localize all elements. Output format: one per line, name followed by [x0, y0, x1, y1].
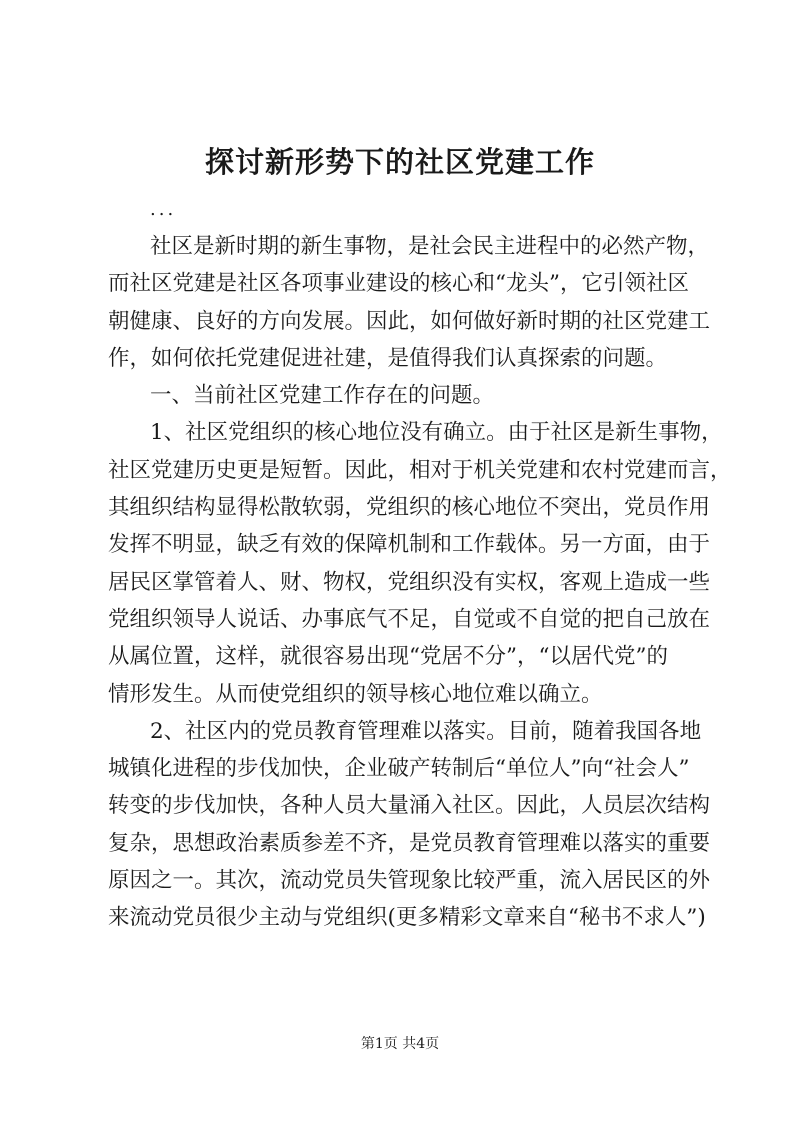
- text-line: 转变的步伐加快，各种人员大量涌入社区。因此，人员层次结构: [108, 793, 711, 819]
- text-line: 社区党建历史更是短暂。因此，相对于机关党建和农村党建而言，: [108, 457, 732, 483]
- text-line: 党组织领导人说话、办事底气不足，自觉或不自觉的把自己放在: [108, 606, 711, 632]
- text-line: 来流动党员很少主动与党组织(更多精彩文章来自“秘书不求人”): [108, 905, 706, 931]
- text-line: 而社区党建是社区各项事业建设的核心和“龙头”，它引领社区: [108, 271, 689, 297]
- ellipsis-marker: ...: [150, 199, 177, 220]
- text-line: 2、社区内的党员教育管理难以落实。目前，随着我国各地: [150, 718, 702, 744]
- document-title: 探讨新形势下的社区党建工作: [204, 145, 595, 179]
- text-line: 城镇化进程的步伐加快，企业破产转制后“单位人”向“社会人”: [108, 756, 690, 782]
- text-line: 复杂，思想政治素质参差不齐，是党员教育管理难以落实的重要: [108, 830, 711, 856]
- text-line: 社区是新时期的新生事物，是社会民主进程中的必然产物，: [150, 234, 710, 259]
- text-line: 朝健康、良好的方向发展。因此，如何做好新时期的社区党建工: [108, 308, 711, 334]
- text-line: 从属位置，这样，就很容易出现“党居不分”，“以居代党”的: [108, 644, 668, 670]
- text-line: 发挥不明显，缺乏有效的保障机制和工作载体。另一方面，由于: [108, 532, 711, 558]
- text-line: 作，如何依托党建促进社建，是值得我们认真探索的问题。: [108, 345, 668, 371]
- text-line: 情形发生。从而使党组织的领导核心地位难以确立。: [108, 681, 603, 707]
- section-heading: 一、当前社区党建工作存在的问题。: [150, 383, 495, 409]
- text-line: 居民区掌管着人、财、物权，党组织没有实权，客观上造成一些: [108, 569, 711, 595]
- text-line: 原因之一。其次，流动党员失管现象比较严重，流入居民区的外: [108, 868, 711, 894]
- text-line: 1、社区党组织的核心地位没有确立。由于社区是新生事物，: [150, 420, 723, 446]
- document-body: [108, 228, 732, 937]
- text-line: 其组织结构显得松散软弱，党组织的核心地位不突出，党员作用: [108, 495, 711, 521]
- page-footer: 第1页 共4页: [360, 1036, 440, 1052]
